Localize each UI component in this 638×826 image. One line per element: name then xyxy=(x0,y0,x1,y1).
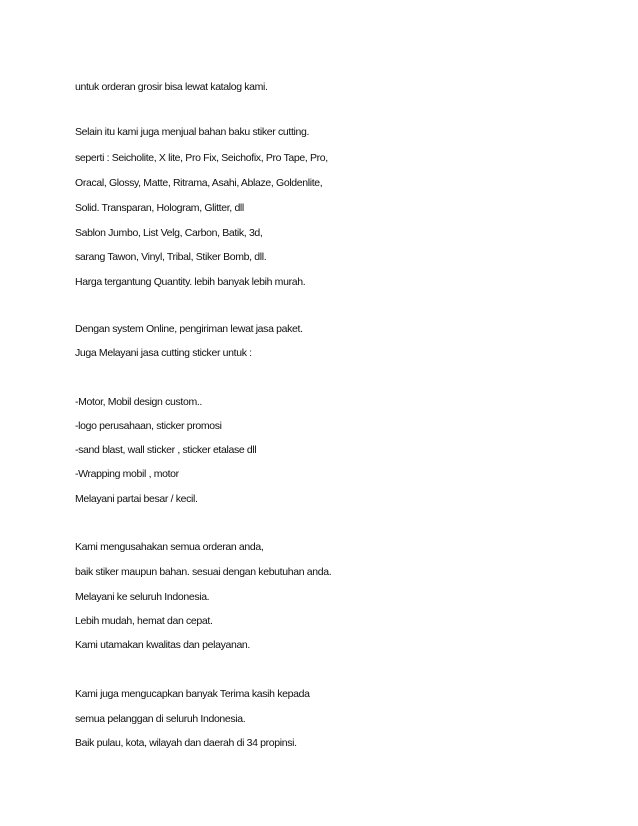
text-line: Kami utamakan kwalitas dan pelayanan. xyxy=(75,639,250,651)
text-line: Selain itu kami juga menjual bahan baku stiker cutting. xyxy=(75,126,310,138)
text-line: sarang Tawon, Vinyl, Tribal, Stiker Bomb, dll. xyxy=(75,251,267,263)
text-line: Melayani ke seluruh Indonesia. xyxy=(75,591,210,603)
text-line: Kami mengusahakan semua orderan anda, xyxy=(75,541,264,553)
text-line: Juga Melayani jasa cutting sticker untuk : xyxy=(75,347,252,359)
text-line: Oracal, Glossy, Matte, Ritrama, Asahi, Ablaze, Goldenlite, xyxy=(75,177,323,189)
text-line: Kami juga mengucapkan banyak Terima kasih kepada xyxy=(75,688,310,700)
text-line: Harga tergantung Quantity. lebih banyak lebih murah. xyxy=(75,276,306,288)
text-line: -logo perusahaan, sticker promosi xyxy=(75,420,222,432)
text-line: -Wrapping mobil , motor xyxy=(75,468,179,480)
text-line: seperti : Seicholite, X lite, Pro Fix, Seichofix, Pro Tape, Pro, xyxy=(75,152,328,164)
text-line: Baik pulau, kota, wilayah dan daerah di 34 propinsi. xyxy=(75,737,297,749)
text-line: semua pelanggan di seluruh Indonesia. xyxy=(75,713,246,725)
text-line: untuk orderan grosir bisa lewat katalog kami. xyxy=(75,81,268,93)
text-line: -Motor, Mobil design custom.. xyxy=(75,396,202,408)
text-line: Solid. Transparan, Hologram, Glitter, dll xyxy=(75,202,244,214)
text-line: Melayani partai besar / kecil. xyxy=(75,493,198,505)
text-line: baik stiker maupun bahan. sesuai dengan kebutuhan anda. xyxy=(75,566,332,578)
text-line: Sablon Jumbo, List Velg, Carbon, Batik, 3d, xyxy=(75,227,263,239)
text-line: Lebih mudah, hemat dan cepat. xyxy=(75,615,213,627)
text-line: -sand blast, wall sticker , sticker etalase dll xyxy=(75,444,257,456)
text-line: Dengan system Online, pengiriman lewat jasa paket. xyxy=(75,323,303,335)
